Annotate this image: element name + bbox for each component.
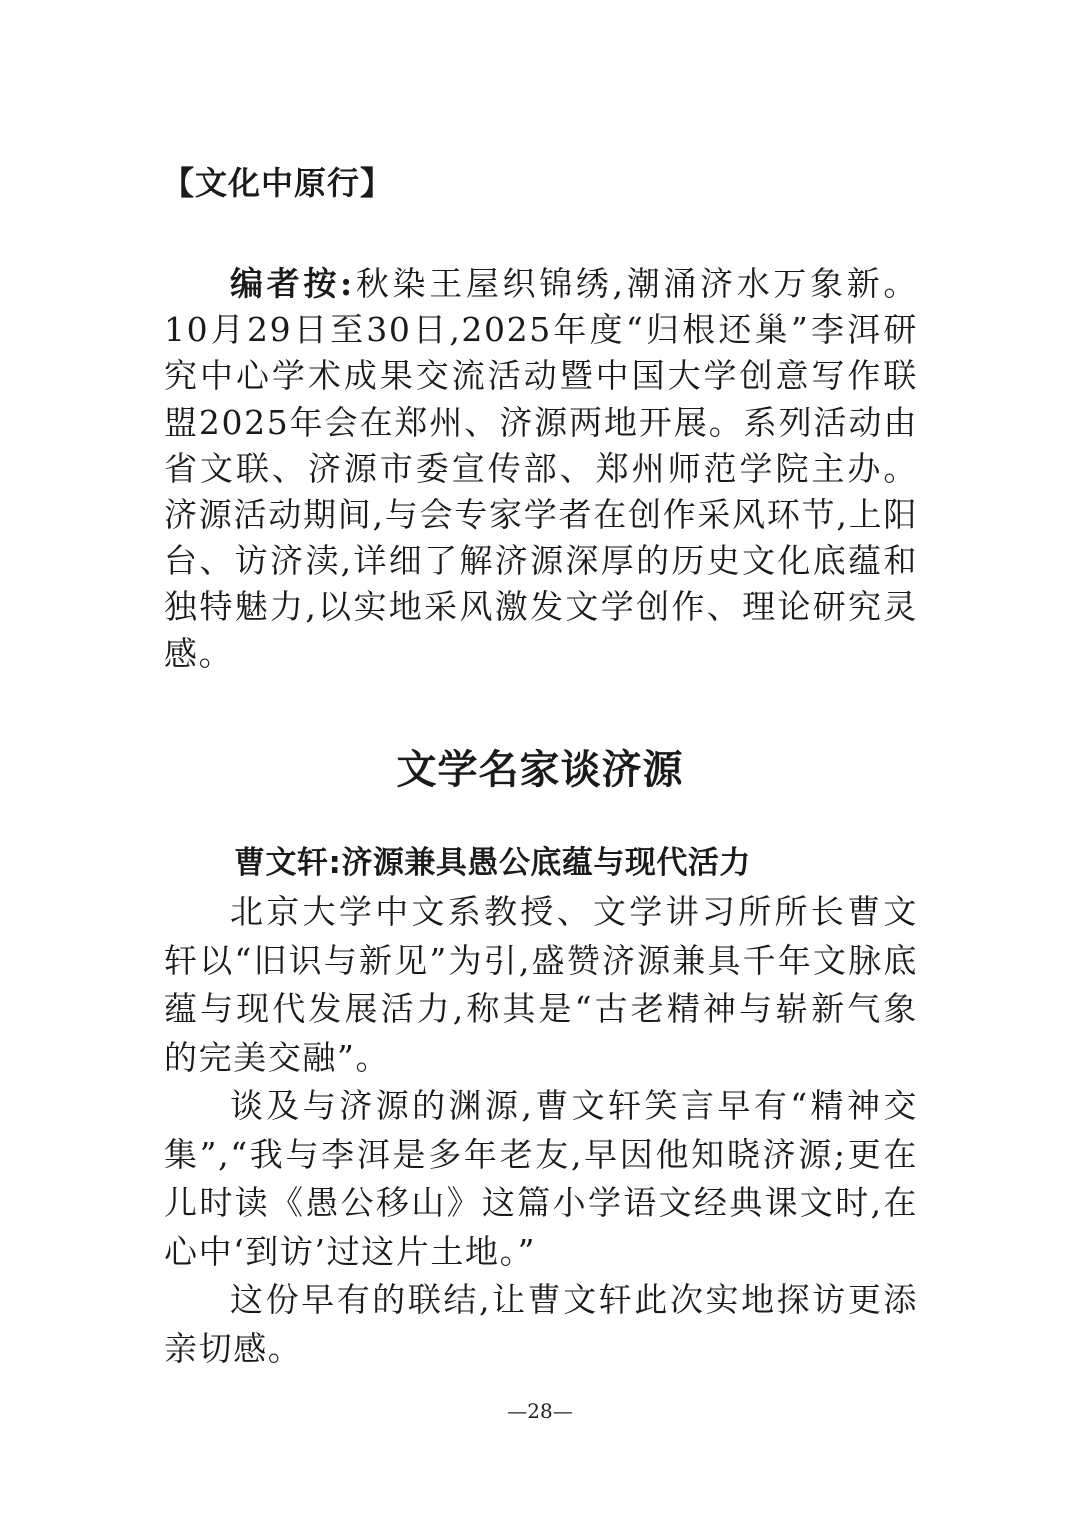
column-tag: 【文化中原行】 [162, 164, 394, 202]
editor-note-label: 编者按: [230, 264, 354, 303]
page-number: —28— [507, 1399, 573, 1423]
article-paragraph: 北京大学中文系教授、文学讲习所所长曹文轩以“旧识与新见”为引,盛赞济源兼具千年文脉底蕴与现代发展活力,称其是“古老精神与崭新气象的完美交融”。 [164, 892, 918, 1077]
editor-note [164, 261, 918, 677]
article-body [164, 888, 918, 1373]
article-paragraph: 这份早有的联结,让曹文轩此次实地探访更添亲切感。 [164, 1280, 918, 1368]
section-title: 文学名家谈济源 [396, 746, 684, 793]
article-paragraph: 谈及与济源的渊源,曹文轩笑言早有“精神交集”,“我与李洱是多年老友,早因他知晓济源;更在儿时读《愚公移山》这篇小学语文经典课文时,在心中‘到访’过这片土地。” [164, 1086, 918, 1271]
article-heading: 曹文轩:济源兼具愚公底蕴与现代活力 [234, 845, 751, 881]
editor-note-text: 秋染王屋织锦绣,潮涌济水万象新。10月29日至30日,2025年度“归根还巢”李洱研究中心学术成果交流活动暨中国大学创意写作联盟2025年会在郑州、济源两地开展。系列活动由省文联、济源市委宣传部、郑州师范学院主办。济源活动期间,与会专家学者在创作采风环节,上阳台、访济渎,详细了解济源深厚的历史文化底蕴和独特魅力,以实地采风激发文学创作、理论研究灵感。 [164, 264, 918, 673]
